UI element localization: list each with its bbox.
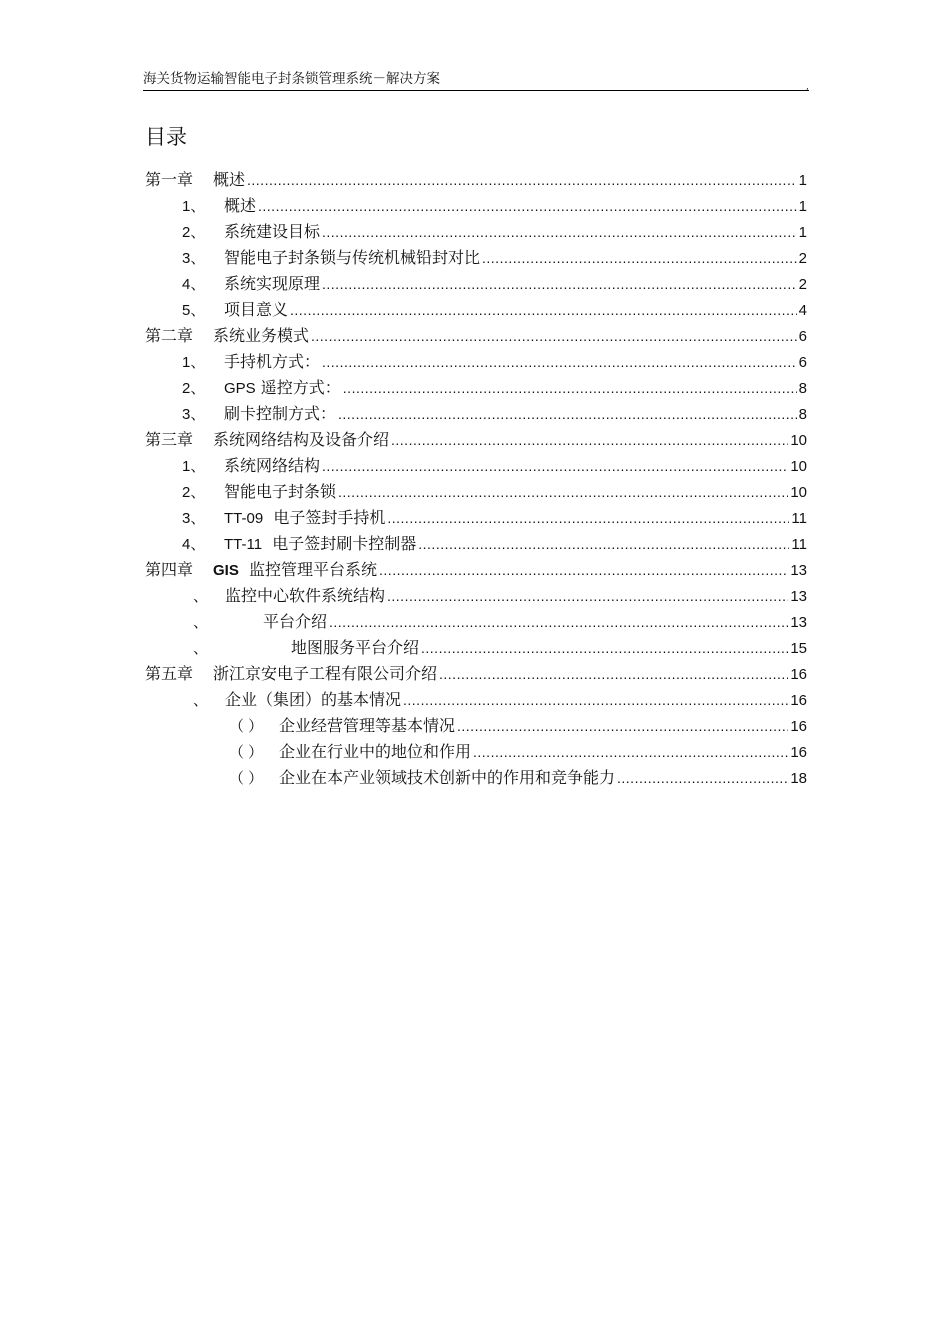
header-mark: , — [806, 82, 809, 92]
toc-entry[interactable] — [145, 687, 807, 713]
toc-entry-number: 2、 — [182, 484, 206, 501]
toc-entry-number: 第一章 — [145, 170, 194, 189]
toc-entry-number: 2、 — [182, 380, 206, 397]
toc-entry[interactable] — [145, 349, 807, 375]
toc-entry-number: 2、 — [182, 224, 206, 241]
toc-entry[interactable] — [145, 713, 807, 739]
toc-entry[interactable] — [145, 375, 807, 401]
toc-entry-text: 系统建设目标 — [224, 222, 321, 241]
toc-entry-number: 第四章 — [145, 560, 194, 579]
toc-entry[interactable] — [145, 479, 807, 505]
toc-leader-dots — [439, 661, 788, 687]
toc-entry-text: 电子签封刷卡控制器 — [272, 534, 417, 553]
toc-page-number: 2 — [798, 250, 807, 267]
toc-entry-number: 3、 — [182, 250, 206, 267]
toc-leader-dots — [421, 635, 788, 661]
toc-entry[interactable] — [145, 271, 807, 297]
toc-leader-dots — [329, 609, 788, 635]
toc-entry-text: 项目意义 — [224, 300, 289, 319]
toc-page-number: 11 — [791, 510, 807, 527]
toc-entry-text: 浙江京安电子工程有限公司介绍 — [213, 664, 438, 683]
toc-entry-number: 第五章 — [145, 664, 194, 683]
toc-entry-text: 智能电子封条锁与传统机械铅封对比 — [224, 248, 481, 267]
toc-entry-latin: TT-09 — [224, 510, 264, 527]
toc-leader-dots — [482, 245, 797, 271]
toc-page-number: 6 — [798, 328, 807, 345]
toc-page-number: 1 — [798, 172, 807, 189]
toc-page-number: 8 — [798, 406, 807, 423]
toc-entry-text: 概述 — [224, 196, 257, 215]
toc-leader-dots — [311, 323, 797, 349]
toc-entry[interactable] — [145, 245, 807, 271]
toc-page-number: 6 — [798, 354, 807, 371]
toc-entry[interactable] — [145, 739, 807, 765]
toc-chapter-3[interactable] — [145, 427, 807, 453]
toc-page-number: 16 — [790, 744, 807, 761]
toc-entry[interactable] — [145, 401, 807, 427]
toc-entry-number: 、 — [193, 692, 209, 709]
toc-page-number: 1 — [798, 198, 807, 215]
toc-entry-number: 1、 — [182, 198, 206, 215]
toc-chapter-5[interactable] — [145, 661, 807, 687]
toc-entry-text: 系统网络结构及设备介绍 — [213, 430, 390, 449]
toc-entry-text: 平台介绍 — [263, 612, 328, 631]
toc-page-number: 2 — [798, 276, 807, 293]
header-title: 海关货物运输智能电子封条锁管理系统－解决方案 — [143, 71, 440, 87]
toc-leader-dots — [258, 193, 797, 219]
toc-page-number: 1 — [798, 224, 807, 241]
toc-entry-text: 企业经营管理等基本情况 — [279, 716, 456, 735]
toc-entry-text: 系统实现原理 — [224, 274, 321, 293]
toc-entry-number: 1、 — [182, 458, 206, 475]
toc-entry-text: 地图服务平台介绍 — [291, 638, 420, 657]
toc-entry-number: （ ） — [229, 744, 264, 761]
toc-entry[interactable] — [145, 219, 807, 245]
toc-entry-number: 第二章 — [145, 326, 194, 345]
toc-page-number: 10 — [790, 458, 807, 475]
toc-chapter-2[interactable] — [145, 323, 807, 349]
toc-leader-dots — [322, 349, 797, 375]
toc-entry-text: 监控管理平台系统 — [249, 560, 378, 579]
toc-entry[interactable] — [145, 505, 807, 531]
toc-entry-number: 3、 — [182, 510, 206, 527]
toc-entry-number: 第三章 — [145, 430, 194, 449]
toc-entry-number: 1、 — [182, 354, 206, 371]
toc-entry[interactable] — [145, 297, 807, 323]
toc-leader-dots — [290, 297, 797, 323]
toc-leader-dots — [322, 271, 797, 297]
toc-leader-dots — [343, 375, 797, 401]
toc-page-number: 13 — [790, 588, 807, 605]
toc-leader-dots — [418, 531, 789, 557]
toc-entry-number: 、 — [193, 640, 209, 657]
toc-page-number: 8 — [798, 380, 807, 397]
toc-page-number: 15 — [790, 640, 807, 657]
toc-entry-bold: GIS — [213, 562, 239, 579]
toc-page-number: 18 — [790, 770, 807, 787]
toc-leader-dots — [322, 219, 797, 245]
toc-entry[interactable] — [145, 583, 807, 609]
toc-entry[interactable] — [145, 765, 807, 791]
toc-leader-dots — [391, 427, 788, 453]
toc-page-number: 16 — [790, 718, 807, 735]
toc-leader-dots — [617, 765, 788, 791]
toc-entry-number: 、 — [193, 614, 209, 631]
toc-entry-text: 手持机方式： — [224, 352, 321, 371]
toc-entry-text: 概述 — [213, 170, 246, 189]
toc-leader-dots — [322, 453, 788, 479]
table-of-contents — [145, 167, 807, 791]
toc-leader-dots — [387, 505, 789, 531]
toc-entry-number: 5、 — [182, 302, 206, 319]
toc-entry-latin: GPS — [224, 380, 256, 397]
toc-leader-dots — [338, 401, 797, 427]
toc-entry-text: 电子签封手持机 — [273, 508, 386, 527]
toc-leader-dots — [338, 479, 788, 505]
toc-entry[interactable] — [145, 609, 807, 635]
toc-page-number: 13 — [790, 614, 807, 631]
toc-entry[interactable] — [145, 193, 807, 219]
toc-entry-text: 系统网络结构 — [224, 456, 321, 475]
toc-leader-dots — [473, 739, 788, 765]
toc-entry[interactable] — [145, 531, 807, 557]
toc-entry-number: （ ） — [229, 718, 264, 735]
toc-entry[interactable] — [145, 453, 807, 479]
toc-entry-text: 遥控方式： — [260, 378, 341, 397]
toc-entry-text: 智能电子封条锁 — [224, 482, 337, 501]
toc-entry[interactable] — [145, 635, 807, 661]
toc-entry-number: 3、 — [182, 406, 206, 423]
toc-leader-dots — [387, 583, 788, 609]
toc-entry-text: 企业在本产业领域技术创新中的作用和竞争能力 — [279, 768, 616, 787]
toc-entry-number: 4、 — [182, 536, 206, 553]
toc-chapter-4[interactable] — [145, 557, 807, 583]
toc-page-number: 10 — [790, 432, 807, 449]
toc-entry-text: 系统业务模式 — [213, 326, 310, 345]
toc-leader-dots — [247, 167, 797, 193]
toc-entry-number: 、 — [193, 588, 209, 605]
toc-page-number: 13 — [790, 562, 807, 579]
toc-page-number: 11 — [791, 536, 807, 553]
toc-page-number: 16 — [790, 666, 807, 683]
toc-entry-number: （ ） — [229, 770, 264, 787]
toc-entry-latin: TT-11 — [224, 536, 263, 553]
toc-page-number: 4 — [798, 302, 807, 319]
toc-entry-text: 企业（集团）的基本情况 — [225, 690, 402, 709]
page-header — [143, 70, 809, 91]
toc-entry-text: 企业在行业中的地位和作用 — [279, 742, 472, 761]
toc-title: 目录 — [145, 125, 187, 149]
toc-page-number: 10 — [790, 484, 807, 501]
toc-leader-dots — [379, 557, 788, 583]
toc-page-number: 16 — [790, 692, 807, 709]
toc-entry-text: 刷卡控制方式： — [224, 404, 337, 423]
toc-entry-number: 4、 — [182, 276, 206, 293]
toc-leader-dots — [457, 713, 788, 739]
toc-chapter-1[interactable] — [145, 167, 807, 193]
toc-leader-dots — [403, 687, 788, 713]
toc-entry-text: 监控中心软件系统结构 — [225, 586, 386, 605]
